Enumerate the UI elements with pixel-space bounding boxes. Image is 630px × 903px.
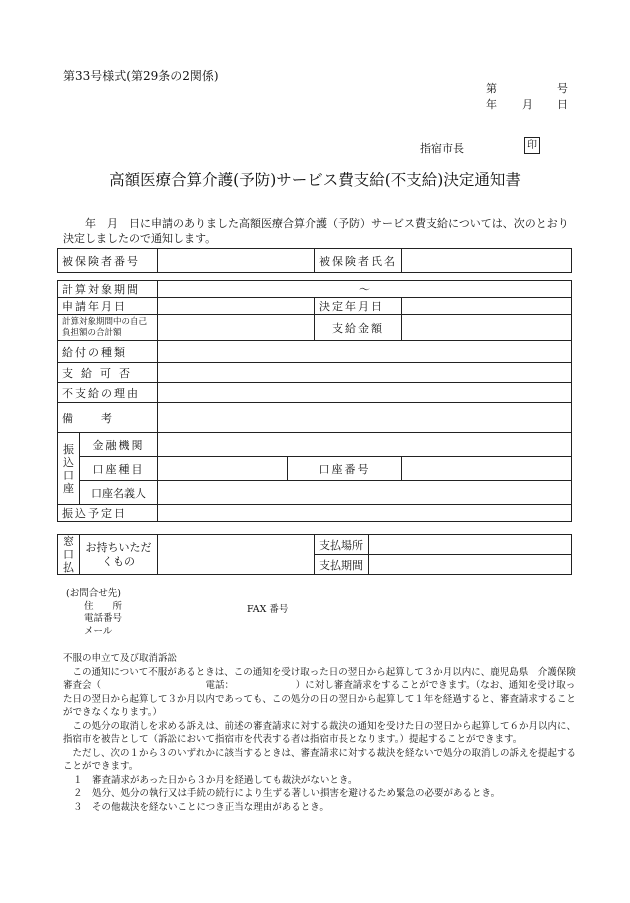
account-number-value — [402, 457, 572, 481]
contact-phone-label: 電話番号 — [84, 613, 123, 624]
account-number-label: 口座番号 — [288, 457, 402, 481]
intro-text: 年 月 日に申請のありました高額医療合算介護（予防）サービス費支給については、次のとおり決定しましたので通知します。 — [63, 217, 569, 245]
appeal-heading: 不服の申立て及び取消訴訟 — [63, 653, 178, 664]
appeal-item-3: ３ その他裁決を経ないことにつき正当な理由があるとき。 — [73, 801, 329, 813]
benefit-type-value — [158, 341, 572, 363]
date-day: 日 — [557, 98, 568, 111]
account-type-value — [158, 457, 288, 481]
transfer-date-label: 振込予定日 — [58, 505, 158, 522]
decision-date-value — [402, 298, 572, 315]
insured-name-value — [402, 249, 572, 273]
contact-fax-label: FAX 番号 — [247, 604, 289, 615]
insured-number-label: 被保険者番号 — [58, 249, 158, 273]
contact-address-label: 住 所 — [84, 600, 123, 612]
counter-payment-table — [57, 534, 572, 575]
appeal-item-2: ２ 処分、処分の執行又は手続の続行により生ずる著しい損害を避けるため緊急の必要があるとき。 — [73, 788, 501, 799]
payment-place-value — [369, 535, 572, 555]
contact-email-label: メール — [84, 625, 113, 637]
remarks-label: 備 考 — [58, 403, 158, 433]
insured-name-label: 被保険者氏名 — [315, 249, 402, 273]
seal-mark: 印 — [524, 137, 540, 154]
decision-table — [57, 280, 572, 522]
payment-yesno-value — [158, 363, 572, 383]
contact-heading: (お問合せ先) — [66, 588, 121, 599]
contact-block — [66, 588, 121, 638]
payment-yesno-label: 支給可否 — [58, 363, 158, 383]
account-holder-label: 口座名義人 — [80, 481, 158, 505]
decision-date-label: 決定年月日 — [315, 298, 402, 315]
payment-amount-label: 支給金額 — [315, 315, 402, 341]
appeal-paragraph-2: この処分の取消しを求める訴えは、前述の審査請求に対する裁決の通知を受けた日の翌日から起算して６か月以内に、指宿市を被告として（訴訟において指宿市を代表する者は指宿市長となります。）提起することができます。 — [63, 720, 577, 745]
counter-payment-label: 窓口払 — [58, 535, 80, 575]
page-title: 高額医療合算介護(予防)サービス費支給(不支給)決定通知書 — [109, 171, 521, 189]
transfer-account-label: 振込口座 — [58, 433, 80, 505]
transfer-date-value — [158, 505, 572, 522]
calc-period-tilde: ～ — [158, 281, 572, 298]
bank-value — [158, 433, 572, 457]
number-suffix: 号 — [557, 82, 568, 95]
payment-period-value — [369, 555, 572, 575]
appeal-notice — [63, 652, 578, 814]
application-date-value — [158, 298, 315, 315]
nonpayment-reason-label: 不支給の理由 — [58, 383, 158, 403]
appeal-paragraph-1: この通知について不服があるときは、この通知を受け取った日の翌日から起算して３か月以内に、鹿児島県 介護保険審査会（ 電話： ）に対し審査請求をすることができます。（なお、通知を受け取った日の翌日から起算して３か月以内であっても、この処分の日の翌日から起算して１年を経過すると、審査請求することができなくなります。） — [63, 666, 576, 718]
appeal-item-1: １ 審査請求があった日から３か月を経過しても裁決がないとき。 — [73, 774, 358, 786]
benefit-type-label: 給付の種類 — [58, 341, 158, 363]
date-year: 年 — [486, 98, 497, 111]
appeal-paragraph-3: ただし、次の１から３のいずれかに該当するときは、審査請求に対する裁決を経ないで処分の取消しの訴えを提起することができます。 — [63, 747, 577, 772]
form-number: 第33号様式(第29条の2関係) — [63, 69, 219, 83]
insured-table — [57, 248, 572, 273]
self-pay-total-value — [158, 315, 315, 341]
issuer-name: 指宿市長 — [420, 142, 464, 155]
calc-period-label: 計算対象期間 — [58, 281, 158, 298]
self-pay-total-label: 計算対象期間中の自己負担額の合計額 — [58, 315, 158, 341]
number-prefix: 第 — [486, 82, 497, 95]
items-to-bring-label: お持ちいただくもの — [80, 535, 158, 575]
payment-period-label: 支払期間 — [315, 555, 369, 575]
bank-label: 金融機関 — [80, 433, 158, 457]
insured-number-value — [158, 249, 315, 273]
payment-place-label: 支払場所 — [315, 535, 369, 555]
items-to-bring-value — [158, 535, 315, 575]
remarks-value — [158, 403, 572, 433]
application-date-label: 申請年月日 — [58, 298, 158, 315]
payment-amount-value — [402, 315, 572, 341]
account-type-label: 口座種目 — [80, 457, 158, 481]
nonpayment-reason-value — [158, 383, 572, 403]
date-month: 月 — [522, 98, 533, 111]
account-holder-value — [158, 481, 572, 505]
